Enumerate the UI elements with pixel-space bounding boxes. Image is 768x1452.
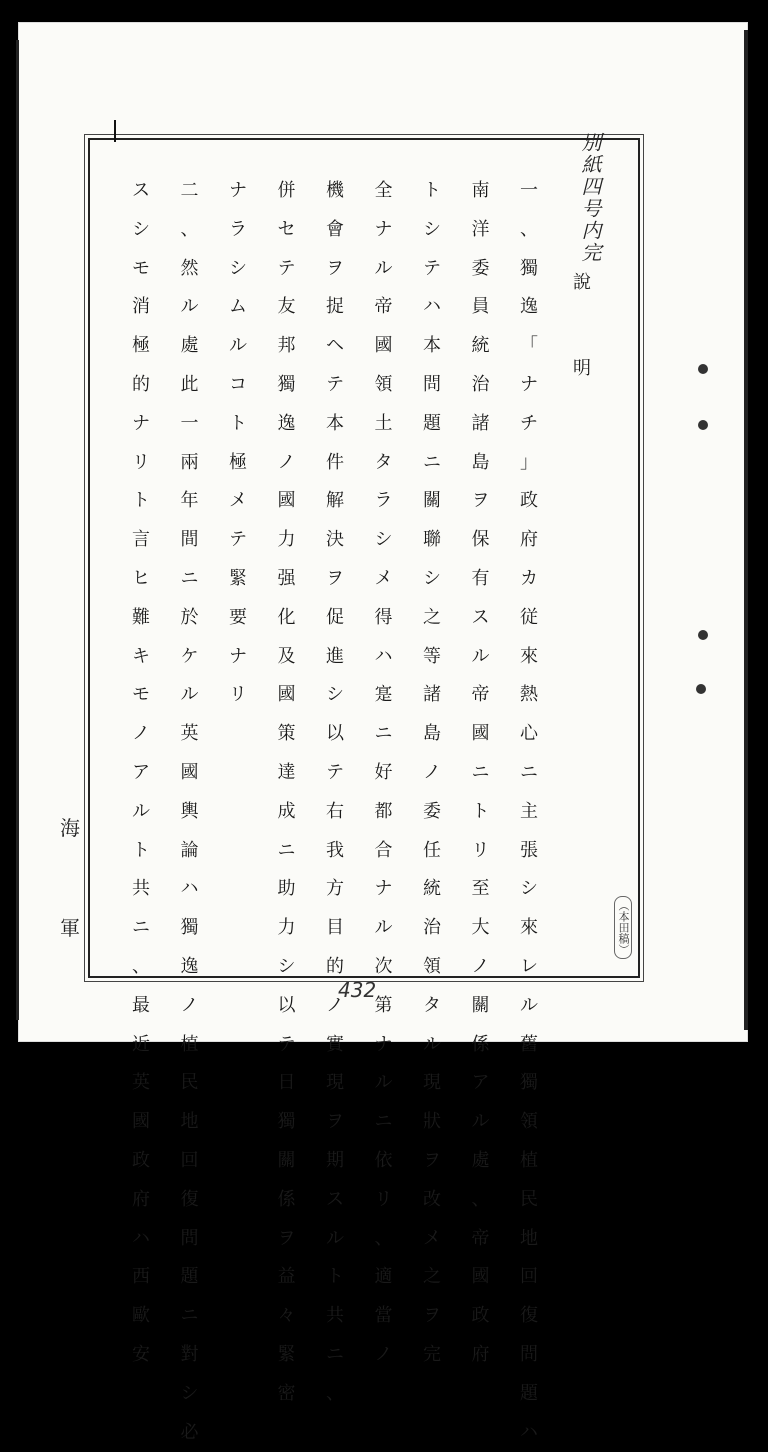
page-number: 432 [338, 978, 376, 1002]
text-char: 保 [472, 521, 490, 560]
text-char: ム [229, 288, 247, 327]
text-char: ハ [132, 1220, 150, 1259]
text-char: メ [229, 482, 247, 521]
text-char: 本 [423, 327, 441, 366]
punch-hole-mark [698, 364, 708, 374]
text-char: 歐 [132, 1297, 150, 1336]
text-char: ル [472, 1103, 490, 1142]
text-char: 之 [423, 1258, 441, 1297]
text-char: ル [423, 1026, 441, 1065]
text-char: 處 [472, 1142, 490, 1181]
text-char: 國 [375, 327, 393, 366]
text-char: ヲ [326, 1103, 344, 1142]
title-char: 說 [573, 268, 591, 354]
text-char: ル [326, 1220, 344, 1259]
text-char: ハ [520, 1414, 538, 1452]
text-char: 來 [520, 909, 538, 948]
text-char: 改 [423, 1181, 441, 1220]
text-char: ニ [375, 715, 393, 754]
text-char: ヲ [472, 482, 490, 521]
text-char: ノ [278, 444, 296, 483]
text-char: ハ [375, 638, 393, 677]
text-char: 促 [326, 599, 344, 638]
text-char: ノ [423, 754, 441, 793]
text-char: 治 [472, 366, 490, 405]
text-char: 會 [326, 211, 344, 250]
text-char: 民 [181, 1064, 199, 1103]
text-char: ラ [229, 211, 247, 250]
text-char: ヘ [326, 327, 344, 366]
text-char: ナ [375, 1026, 393, 1065]
text-char: 成 [278, 793, 296, 832]
text-char: ル [520, 987, 538, 1026]
text-char: 現 [423, 1064, 441, 1103]
text-char: ス [472, 599, 490, 638]
text-char: 目 [326, 909, 344, 948]
text-char: ノ [375, 1336, 393, 1375]
title-char: 明 [573, 354, 591, 440]
text-char: 共 [326, 1297, 344, 1336]
text-char: 輿 [181, 793, 199, 832]
text-char: 問 [423, 366, 441, 405]
text-char: 南 [472, 172, 490, 211]
text-char: ノ [181, 987, 199, 1026]
text-char: ヲ [326, 250, 344, 289]
text-char: ヲ [423, 1142, 441, 1181]
text-char: ト [472, 793, 490, 832]
text-column [320, 172, 350, 1414]
text-char: 治 [423, 909, 441, 948]
text-char: ノ [132, 715, 150, 754]
text-char: ニ [132, 909, 150, 948]
text-char: 英 [181, 715, 199, 754]
text-frame [88, 138, 640, 978]
text-char: ス [326, 1181, 344, 1220]
text-char: 得 [375, 599, 393, 638]
text-char: ア [132, 754, 150, 793]
text-char: 全 [375, 172, 393, 211]
text-char: リ [472, 832, 490, 871]
text-char: 極 [132, 327, 150, 366]
text-char: ニ [326, 1336, 344, 1375]
text-char: ヲ [423, 1297, 441, 1336]
text-char: 聯 [423, 521, 441, 560]
text-char: ル [132, 793, 150, 832]
text-char: 、 [326, 1375, 344, 1414]
text-char: 復 [520, 1297, 538, 1336]
text-char: 心 [520, 715, 538, 754]
text-char: 帝 [472, 1220, 490, 1259]
text-char: 政 [520, 482, 538, 521]
text-char: 植 [181, 1026, 199, 1065]
text-char: 委 [472, 250, 490, 289]
text-char: 洋 [472, 211, 490, 250]
text-char: 諸 [423, 676, 441, 715]
text-char: 至 [472, 870, 490, 909]
text-char: 本 [326, 405, 344, 444]
text-char: 日 [278, 1064, 296, 1103]
text-char: 實 [326, 1026, 344, 1065]
text-char: 「 [520, 327, 538, 366]
text-char: メ [375, 560, 393, 599]
text-char: 回 [181, 1142, 199, 1181]
text-char: リ [229, 676, 247, 715]
text-char: ト [423, 172, 441, 211]
text-char: ア [472, 1064, 490, 1103]
text-char: 任 [423, 832, 441, 871]
text-char: 逸 [181, 948, 199, 987]
text-char: ナ [375, 211, 393, 250]
text-char: ル [472, 638, 490, 677]
text-char: レ [520, 948, 538, 987]
text-char: 難 [132, 599, 150, 638]
text-char: 、 [132, 948, 150, 987]
text-char: 逸 [520, 288, 538, 327]
text-char: ニ [181, 1297, 199, 1336]
text-char: ナ [520, 366, 538, 405]
text-char: 安 [132, 1336, 150, 1375]
text-char: ニ [375, 1103, 393, 1142]
text-char: ル [229, 327, 247, 366]
text-char: 次 [375, 948, 393, 987]
department-label-top: 海 [58, 812, 82, 841]
text-char: 的 [132, 366, 150, 405]
text-column [223, 172, 253, 715]
text-char: 員 [472, 288, 490, 327]
text-char: 機 [326, 172, 344, 211]
text-char: 諸 [472, 405, 490, 444]
text-char: 等 [423, 638, 441, 677]
text-char: 土 [375, 405, 393, 444]
text-char: ニ [181, 560, 199, 599]
text-char: 件 [326, 444, 344, 483]
text-char: 合 [375, 832, 393, 871]
text-char: ニ [278, 832, 296, 871]
text-char: 方 [326, 870, 344, 909]
text-char: 寔 [375, 676, 393, 715]
punch-hole-mark [698, 630, 708, 640]
text-char: 係 [278, 1181, 296, 1220]
text-char: 島 [472, 444, 490, 483]
text-char: 、 [375, 1220, 393, 1259]
text-char: 政 [472, 1297, 490, 1336]
department-label-bottom: 軍 [58, 912, 82, 941]
text-char: 領 [375, 366, 393, 405]
text-char: 従 [520, 599, 538, 638]
text-char: 府 [472, 1336, 490, 1375]
text-char: 國 [132, 1103, 150, 1142]
text-char: 達 [278, 754, 296, 793]
text-char: 々 [278, 1297, 296, 1336]
text-column [369, 172, 399, 1375]
text-char: 、 [472, 1181, 490, 1220]
text-char: ヲ [326, 560, 344, 599]
text-char: 益 [278, 1258, 296, 1297]
text-char: 適 [375, 1258, 393, 1297]
text-char: シ [375, 521, 393, 560]
text-char: 兩 [181, 444, 199, 483]
text-char: 要 [229, 599, 247, 638]
text-char: 委 [423, 793, 441, 832]
text-char: 關 [423, 482, 441, 521]
text-char: ノ [326, 987, 344, 1026]
text-char: 以 [278, 987, 296, 1026]
text-char: 回 [520, 1258, 538, 1297]
text-char: シ [520, 870, 538, 909]
text-char: テ [278, 1026, 296, 1065]
text-char: 獨 [278, 366, 296, 405]
text-char: シ [423, 560, 441, 599]
text-column [514, 172, 544, 1452]
text-char: 必 [181, 1414, 199, 1452]
text-char: 帝 [375, 288, 393, 327]
text-char: 捉 [326, 288, 344, 327]
title-heading [567, 268, 597, 440]
text-char: 逸 [278, 405, 296, 444]
text-char: 二 [181, 172, 199, 211]
text-char: 府 [132, 1181, 150, 1220]
text-char: 地 [181, 1103, 199, 1142]
text-char: ノ [472, 948, 490, 987]
text-char: テ [423, 250, 441, 289]
text-char: カ [520, 560, 538, 599]
sheet-right-edge [744, 30, 748, 1030]
text-char: ト [326, 1258, 344, 1297]
text-char: 當 [375, 1297, 393, 1336]
text-char: 府 [520, 521, 538, 560]
text-char: 近 [132, 1026, 150, 1065]
text-char: ハ [423, 288, 441, 327]
text-char: 大 [472, 909, 490, 948]
text-char: セ [278, 211, 296, 250]
text-char: 、 [181, 211, 199, 250]
text-char: 民 [520, 1181, 538, 1220]
text-char: 併 [278, 172, 296, 211]
text-char: 於 [181, 599, 199, 638]
text-char: モ [132, 676, 150, 715]
text-char: ハ [181, 870, 199, 909]
text-char: ス [132, 172, 150, 211]
text-char: タ [423, 987, 441, 1026]
text-char: ト [132, 482, 150, 521]
text-column [126, 172, 156, 1375]
text-char: 間 [181, 521, 199, 560]
text-char: 國 [472, 715, 490, 754]
text-char: 此 [181, 366, 199, 405]
punch-hole-mark [698, 420, 708, 430]
text-char: 邦 [278, 327, 296, 366]
text-char: コ [229, 366, 247, 405]
handwritten-notation: 別紙四号内完 [565, 132, 605, 264]
text-char: ル [375, 1064, 393, 1103]
text-char: ト [132, 832, 150, 871]
text-char: 友 [278, 288, 296, 327]
text-char: 獨 [520, 1064, 538, 1103]
text-char: シ [423, 211, 441, 250]
text-char: ニ [472, 754, 490, 793]
text-char: 獨 [278, 1103, 296, 1142]
text-char: ニ [520, 754, 538, 793]
text-char: 領 [520, 1103, 538, 1142]
text-char: 國 [472, 1258, 490, 1297]
text-char: 有 [472, 560, 490, 599]
text-char: 統 [472, 327, 490, 366]
text-char: 西 [132, 1258, 150, 1297]
text-char: チ [520, 405, 538, 444]
text-char: 植 [520, 1142, 538, 1181]
text-char: ト [229, 405, 247, 444]
text-char: 力 [278, 521, 296, 560]
text-char: シ [326, 676, 344, 715]
text-char: 言 [132, 521, 150, 560]
text-char: 關 [472, 987, 490, 1026]
text-char: 緊 [278, 1336, 296, 1375]
text-char: 處 [181, 327, 199, 366]
text-char: シ [181, 1375, 199, 1414]
text-char: 熱 [520, 676, 538, 715]
text-char: 島 [423, 715, 441, 754]
text-char: シ [132, 211, 150, 250]
text-char: 我 [326, 832, 344, 871]
text-char: 極 [229, 444, 247, 483]
text-char: ナ [375, 870, 393, 909]
text-char: モ [132, 250, 150, 289]
text-char: 地 [520, 1220, 538, 1259]
text-char: 進 [326, 638, 344, 677]
text-char: 係 [472, 1026, 490, 1065]
text-char: 關 [278, 1142, 296, 1181]
author-label: （本田稿） [614, 896, 632, 959]
text-char: ヒ [132, 560, 150, 599]
text-char: 狀 [423, 1103, 441, 1142]
text-column [272, 172, 302, 1414]
text-char: 對 [181, 1336, 199, 1375]
text-char: ナ [132, 405, 150, 444]
text-char: 英 [132, 1064, 150, 1103]
text-char: シ [278, 948, 296, 987]
text-char: 一 [181, 405, 199, 444]
text-char: 國 [278, 676, 296, 715]
text-char: テ [278, 250, 296, 289]
text-char: 完 [423, 1336, 441, 1375]
text-char: 然 [181, 250, 199, 289]
text-char: 政 [132, 1142, 150, 1181]
text-column [417, 172, 447, 1375]
text-char: 一 [520, 172, 538, 211]
text-char: 第 [375, 987, 393, 1026]
text-char: シ [229, 250, 247, 289]
text-char: 解 [326, 482, 344, 521]
text-char: ヲ [278, 1220, 296, 1259]
text-char: 主 [520, 793, 538, 832]
text-char: 好 [375, 754, 393, 793]
text-char: 題 [423, 405, 441, 444]
text-char: 助 [278, 870, 296, 909]
text-char: ニ [423, 444, 441, 483]
text-char: 張 [520, 832, 538, 871]
text-column [466, 172, 496, 1375]
sheet-left-edge [16, 40, 19, 1020]
text-char: 以 [326, 715, 344, 754]
text-char: 期 [326, 1142, 344, 1181]
text-char: 共 [132, 870, 150, 909]
text-char: メ [423, 1220, 441, 1259]
text-char: 最 [132, 987, 150, 1026]
text-char: 、 [520, 211, 538, 250]
header-tick-mark [114, 120, 116, 142]
text-char: 舊 [520, 1026, 538, 1065]
text-char: テ [326, 754, 344, 793]
text-char: タ [375, 444, 393, 483]
text-char: 國 [181, 754, 199, 793]
text-char: 强 [278, 560, 296, 599]
text-char: 獨 [520, 250, 538, 289]
text-char: 右 [326, 793, 344, 832]
text-char: 決 [326, 521, 344, 560]
text-char: 領 [423, 948, 441, 987]
text-column [175, 172, 205, 1452]
text-char: リ [375, 1181, 393, 1220]
text-char: 之 [423, 599, 441, 638]
text-char: ル [375, 250, 393, 289]
text-char: キ [132, 638, 150, 677]
text-char: 現 [326, 1064, 344, 1103]
text-char: 帝 [472, 676, 490, 715]
text-char: 依 [375, 1142, 393, 1181]
text-char: 緊 [229, 560, 247, 599]
text-char: ル [181, 288, 199, 327]
text-char: テ [229, 521, 247, 560]
text-char: 復 [181, 1181, 199, 1220]
text-char: 消 [132, 288, 150, 327]
text-char: 策 [278, 715, 296, 754]
text-char: 題 [520, 1375, 538, 1414]
text-char: 都 [375, 793, 393, 832]
text-char: ケ [181, 638, 199, 677]
text-char: ル [181, 676, 199, 715]
text-char: 」 [520, 444, 538, 483]
text-char: テ [326, 366, 344, 405]
text-char: ナ [229, 638, 247, 677]
text-char: 化 [278, 599, 296, 638]
text-char: 及 [278, 638, 296, 677]
text-char: 問 [520, 1336, 538, 1375]
text-char: ラ [375, 482, 393, 521]
text-char: 題 [181, 1258, 199, 1297]
text-char: 問 [181, 1220, 199, 1259]
text-char: 年 [181, 482, 199, 521]
text-char: 密 [278, 1375, 296, 1414]
text-char: 的 [326, 948, 344, 987]
text-char: リ [132, 444, 150, 483]
text-char: 統 [423, 870, 441, 909]
punch-hole-mark [696, 684, 706, 694]
text-char: 論 [181, 832, 199, 871]
text-char: 力 [278, 909, 296, 948]
text-char: 國 [278, 482, 296, 521]
text-char: 獨 [181, 909, 199, 948]
text-char: ル [375, 909, 393, 948]
text-char: 來 [520, 638, 538, 677]
text-char: ナ [229, 172, 247, 211]
